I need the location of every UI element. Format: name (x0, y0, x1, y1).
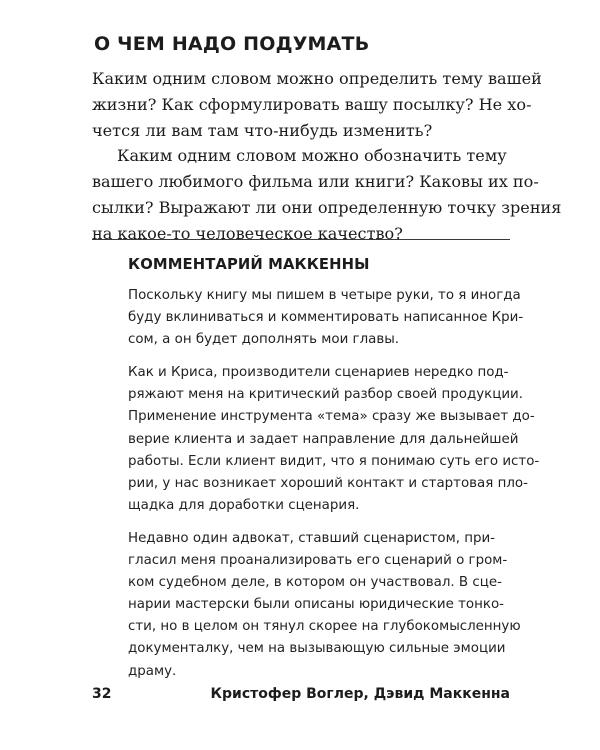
text-line: Каким одним словом можно определить тему вашей (92, 69, 542, 88)
text-line: Применение инструмента «тема» сразу же вызывает до- (128, 409, 535, 425)
text-line: на какое-то человеческое качество? (92, 223, 403, 243)
text-line: сылки? Выражают ли они определенную точку зрения (92, 197, 562, 217)
text-line: верие клиента и задает направление для дальнейшей (128, 431, 519, 447)
text-line: сом, а он будет дополнять мои главы. (128, 332, 400, 348)
questions-text (92, 66, 562, 247)
text-line: рии, у нас возникает хороший контакт и стартовая пло- (128, 475, 528, 491)
text-line: драму. (128, 663, 177, 679)
text-line: вашего любимого фильма или книги? Каковы их по- (92, 172, 539, 192)
text-line: щадка для доработки сценария. (128, 497, 360, 513)
question-paragraph-1 (92, 66, 542, 143)
text-line: жизни? Как сформулировать вашу посылку? Не хо- (92, 94, 532, 114)
comment-paragraph-1 (128, 285, 524, 351)
text-line: гласил меня проанализировать его сценарий о гром- (128, 553, 508, 569)
page-number: 32 (92, 686, 112, 702)
text-line: нарии мастерски были описаны юридические тонко- (128, 597, 504, 613)
text-line: Поскольку книгу мы пишем в четыре руки, то я иногда (128, 288, 521, 303)
text-line: Как и Криса, производители сценариев нередко под- (128, 365, 509, 381)
section-heading: О ЧЕМ НАДО ПОДУМАТЬ (94, 33, 370, 55)
comment-paragraph-3 (128, 528, 521, 683)
running-title: Кристофер Воглер, Дэвид Маккенна (210, 686, 510, 702)
text-line: Недавно один адвокат, ставший сценаристом, при- (128, 530, 496, 546)
text-line: сти, но в целом он тянул скорее на глубокомысленную (128, 619, 521, 635)
comment-paragraph-2 (128, 362, 540, 517)
comment-text (128, 285, 540, 694)
text-line: Каким одним словом можно обозначить тему (117, 146, 507, 166)
question-paragraph-2 (92, 143, 562, 246)
text-line: документалку, чем на вызывающую сильные эмоции (128, 641, 506, 657)
text-line: ряжают меня на критический разбор своей продукции. (128, 387, 524, 403)
section-divider (92, 239, 510, 240)
text-line: буду вклиниваться и комментировать написанное Кри- (128, 310, 524, 326)
comment-heading: КОММЕНТАРИЙ МАККЕННЫ (128, 256, 370, 273)
text-line: ком судебном деле, в котором он участвовал. В сце- (128, 575, 502, 591)
text-line: чется ли вам там что-нибудь изменить? (92, 120, 433, 140)
text-line: работы. Если клиент видит, что я понимаю суть его исто- (128, 453, 540, 469)
